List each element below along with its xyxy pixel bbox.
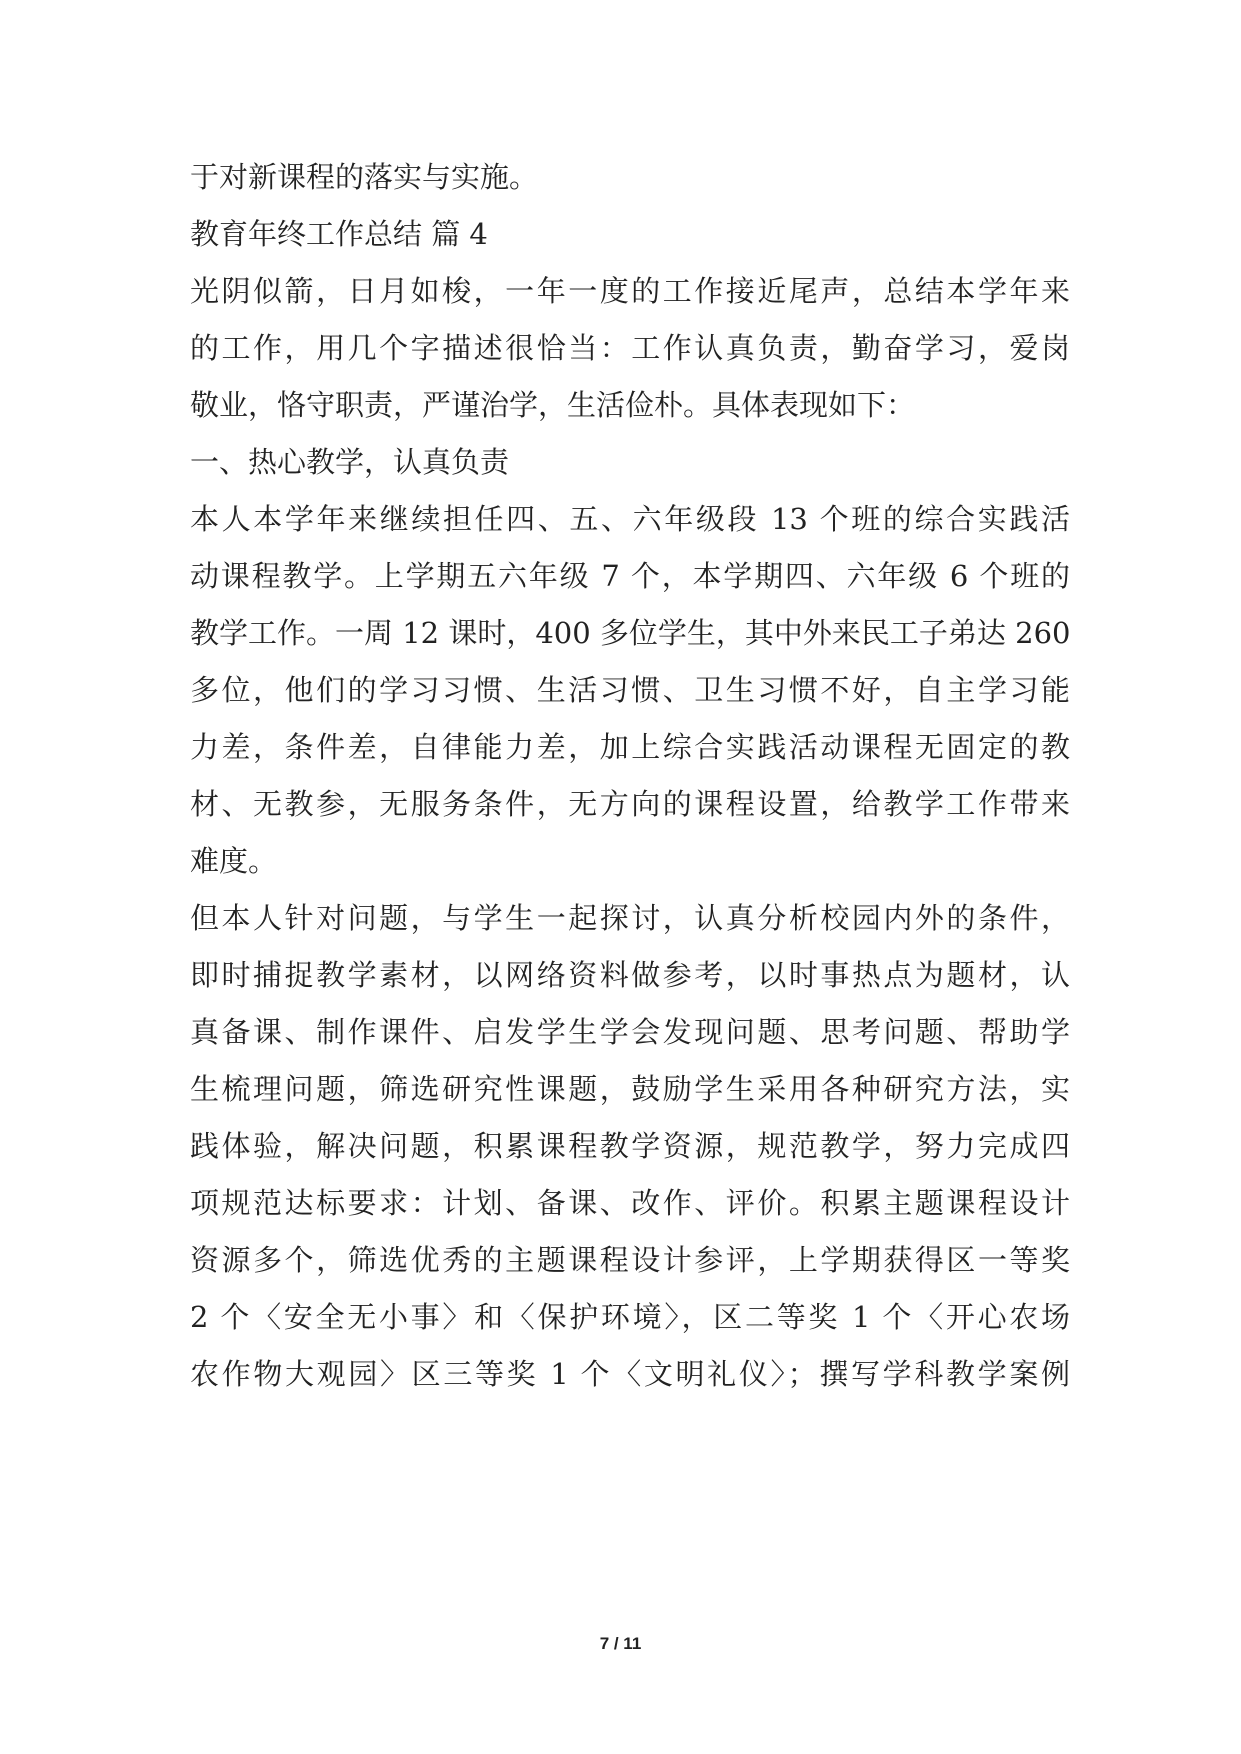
text-line: 动课程教学。上学期五六年级 7 个，本学期四、六年级 6 个班的 xyxy=(190,559,1070,593)
section-heading: 教育年终工作总结 篇 4 xyxy=(190,217,488,251)
text-line: 2 个〈安全无小事〉和〈保护环境〉，区二等奖 1 个〈开心农场 xyxy=(190,1300,1070,1334)
text-line: 多位，他们的学习习惯、生活习惯、卫生习惯不好，自主学习能 xyxy=(190,673,1070,707)
text-line: 本人本学年来继续担任四、五、六年级段 13 个班的综合实践活 xyxy=(190,502,1070,536)
text-line: 项规范达标要求：计划、备课、改作、评价。积累主题课程设计 xyxy=(190,1186,1070,1220)
subheading: 一、热心教学，认真负责 xyxy=(190,445,510,479)
text-line: 力差，条件差，自律能力差，加上综合实践活动课程无固定的教 xyxy=(190,730,1070,764)
text-line: 敬业，恪守职责，严谨治学，生活俭朴。具体表现如下： xyxy=(190,388,916,422)
text-line: 生梳理问题，筛选研究性课题，鼓励学生采用各种研究方法，实 xyxy=(190,1072,1070,1106)
text-line: 于对新课程的落实与实施。 xyxy=(190,160,539,194)
text-line: 践体验，解决问题，积累课程教学资源，规范教学，努力完成四 xyxy=(190,1129,1070,1163)
text-line: 的工作，用几个字描述很恰当：工作认真负责，勤奋学习，爱岗 xyxy=(190,331,1070,365)
text-line: 教学工作。一周 12 课时，400 多位学生，其中外来民工子弟达 260 xyxy=(190,616,1071,650)
text-line: 真备课、制作课件、启发学生学会发现问题、思考问题、帮助学 xyxy=(190,1015,1070,1049)
text-line: 光阴似箭，日月如梭，一年一度的工作接近尾声，总结本学年来 xyxy=(190,274,1070,308)
text-line: 资源多个，筛选优秀的主题课程设计参评，上学期获得区一等奖 xyxy=(190,1243,1070,1277)
text-line: 但本人针对问题，与学生一起探讨，认真分析校园内外的条件， xyxy=(190,901,1070,935)
text-line: 难度。 xyxy=(190,844,278,878)
page-number: 7 / 11 xyxy=(599,1634,642,1653)
text-line: 即时捕捉教学素材，以网络资料做参考，以时事热点为题材，认 xyxy=(190,958,1070,992)
text-line: 农作物大观园〉区三等奖 1 个〈文明礼仪〉；撰写学科教学案例 xyxy=(190,1357,1070,1391)
text-line: 材、无教参，无服务条件，无方向的课程设置，给教学工作带来 xyxy=(190,787,1070,821)
